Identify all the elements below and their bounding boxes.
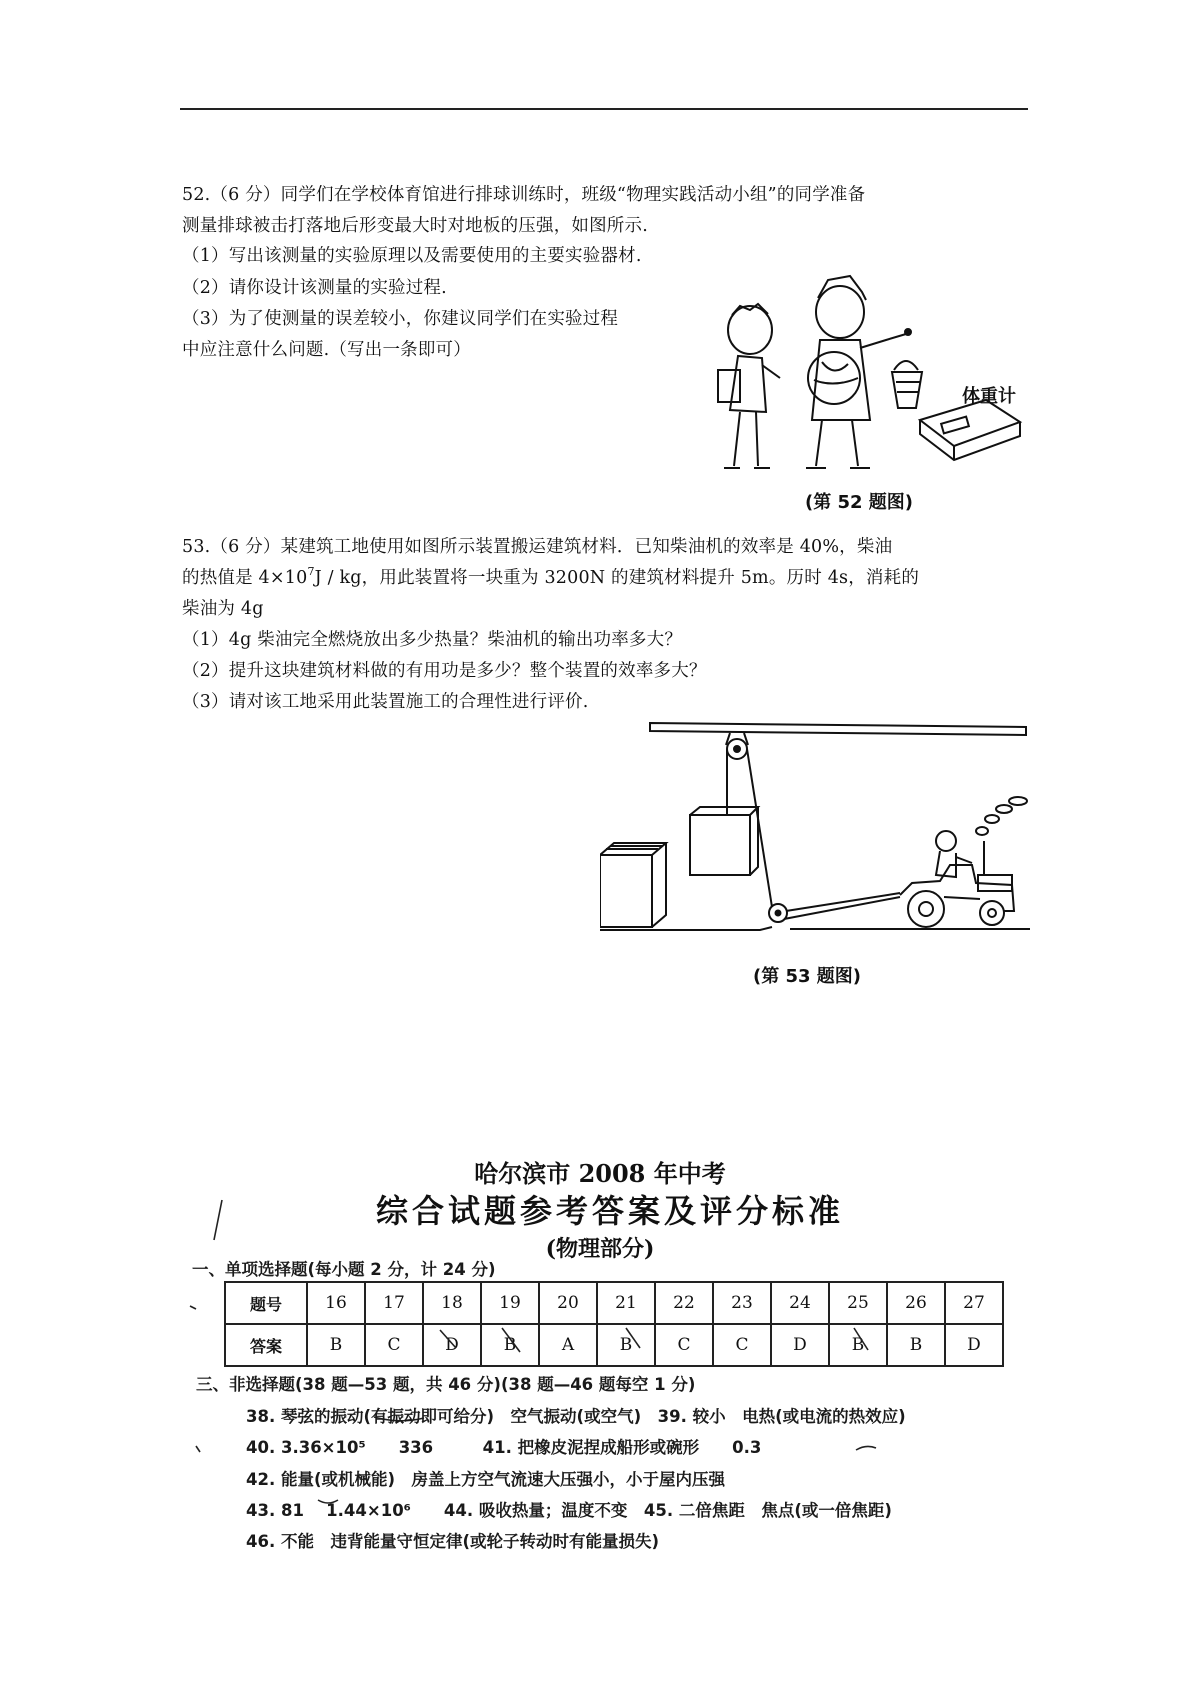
- table-cell: 17: [365, 1282, 423, 1324]
- table-cell: A: [539, 1324, 597, 1366]
- table-cell: 18: [423, 1282, 481, 1324]
- row-header-answer: 答案: [225, 1324, 307, 1366]
- answer-key-subtitle: 综合试题参考答案及评分标准: [375, 1192, 844, 1230]
- answer-line-42: 42. 能量(或机械能) 房盖上方空气流速大压强小，小于屋内压强: [246, 1470, 726, 1489]
- q53-sub1: （1）4g 柴油完全燃烧放出多少热量？柴油机的输出功率多大？: [182, 630, 683, 650]
- table-cell: B: [481, 1324, 539, 1366]
- table-cell: B: [597, 1324, 655, 1366]
- answer-line-46: 46. 不能 违背能量守恒定律(或轮子转动时有能量损失): [246, 1532, 660, 1551]
- table-cell: 22: [655, 1282, 713, 1324]
- scale-label: 体重计: [962, 386, 1016, 407]
- section-1-heading: 一、单项选择题(每小题 2 分，计 24 分): [192, 1260, 496, 1279]
- table-cell: D: [423, 1324, 481, 1366]
- table-cell: B: [307, 1324, 365, 1366]
- table-cell: C: [655, 1324, 713, 1366]
- q53-line3: 柴油为 4g: [182, 599, 264, 619]
- table-cell: 27: [945, 1282, 1003, 1324]
- table-cell: 16: [307, 1282, 365, 1324]
- q52-line2: 测量排球被击打落地后形变最大时对地板的压强，如图所示.: [182, 216, 648, 236]
- table-cell: C: [713, 1324, 771, 1366]
- section-3-heading: 三、非选择题(38 题—53 题，共 46 分)(38 题—46 题每空 1 分): [196, 1375, 696, 1394]
- table-cell: 19: [481, 1282, 539, 1324]
- table-cell: 26: [887, 1282, 945, 1324]
- answer-line-40-41: 40. 3.36×10⁵ 336 41. 把橡皮泥捏成船形或碗形 0.3: [246, 1438, 762, 1457]
- q53-line1: 53.（6 分）某建筑工地使用如图所示装置搬运建筑材料．已知柴油机的效率是 40%，柴油: [182, 537, 893, 557]
- q53-figure-caption: (第 53 题图): [753, 966, 862, 987]
- answer-line-43-45: 43. 81 1.44×10⁶ 44. 吸收热量；温度不变 45. 二倍焦距 焦点(或一倍焦距): [246, 1501, 892, 1520]
- q53-line2-pre: 的热值是 4×10: [182, 568, 308, 588]
- q52-line1: 52.（6 分）同学们在学校体育馆进行排球训练时，班级“物理实践活动小组”的同学准备: [182, 185, 866, 205]
- table-cell: 23: [713, 1282, 771, 1324]
- q52-figure-caption: (第 52 题图): [805, 492, 914, 513]
- table-cell: 25: [829, 1282, 887, 1324]
- q53-line2-post: J / kg，用此装置将一块重为 3200N 的建筑材料提升 5m。历时 4s，消耗的: [314, 568, 920, 588]
- q53-sub2: （2）提升这块建筑材料做的有用功是多少？整个装置的效率多大？: [182, 661, 707, 681]
- q53-sub3: （3）请对该工地采用此装置施工的合理性进行评价.: [182, 692, 589, 712]
- table-cell: C: [365, 1324, 423, 1366]
- table-cell: D: [945, 1324, 1003, 1366]
- answer-key-part: (物理部分): [545, 1236, 655, 1262]
- table-cell: 24: [771, 1282, 829, 1324]
- q52-sub3a: （3）为了使测量的误差较小，你建议同学们在实验过程: [182, 309, 619, 329]
- answer-key-title: 哈尔滨市 2008 年中考: [474, 1159, 726, 1188]
- q53-line2-sup: 7: [307, 565, 315, 579]
- q52-sub1: （1）写出该测量的实验原理以及需要使用的主要实验器材.: [182, 246, 642, 266]
- table-cell: D: [771, 1324, 829, 1366]
- row-header-number: 题号: [225, 1282, 307, 1324]
- table-cell: 21: [597, 1282, 655, 1324]
- answer-line-38-39: 38. 琴弦的振动(有振动即可给分) 空气振动(或空气) 39. 较小 电热(或电流的热效应): [246, 1407, 906, 1426]
- table-cell: 20: [539, 1282, 597, 1324]
- q52-sub2: （2）请你设计该测量的实验过程.: [182, 278, 447, 298]
- table-cell: B: [829, 1324, 887, 1366]
- table-cell: B: [887, 1324, 945, 1366]
- q52-sub3b: 中应注意什么问题.（写出一条即可）: [182, 340, 471, 360]
